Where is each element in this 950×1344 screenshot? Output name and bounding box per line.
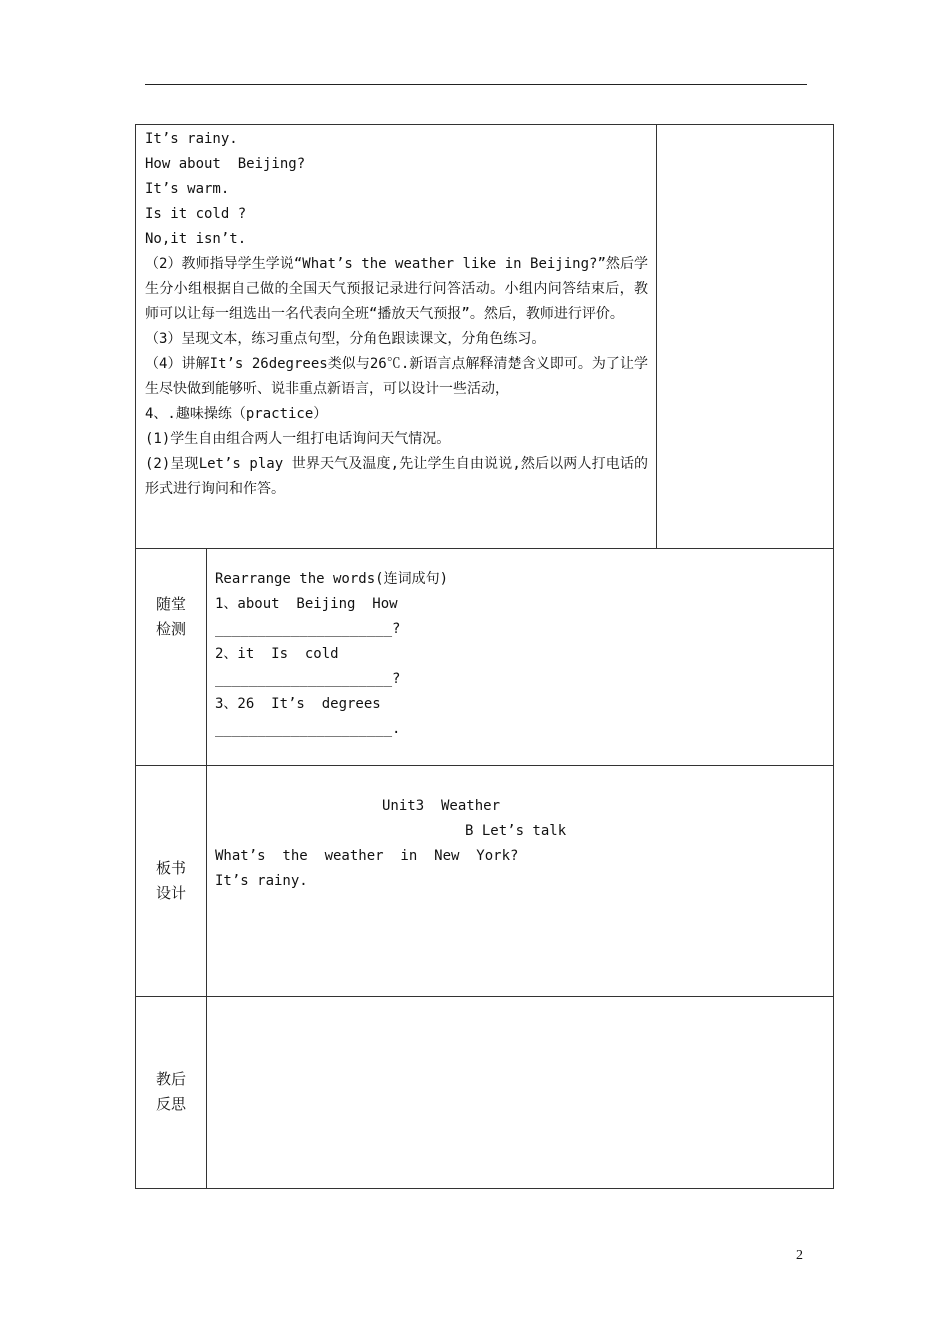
notes-cell	[656, 124, 834, 549]
steps-cell	[135, 124, 657, 549]
label-line: 教后	[155, 1070, 186, 1088]
text-line: How about Beijing?	[145, 156, 306, 172]
quiz-label-cell	[135, 548, 207, 766]
header-rule	[145, 84, 807, 85]
answer-blank[interactable]: _____________________?	[215, 621, 401, 637]
board-unit-title: Unit3 Weather	[382, 798, 501, 814]
text-line: It’s warm.	[145, 181, 230, 197]
page-number: 2	[796, 1248, 803, 1263]
text-line: No,it isn’t.	[145, 231, 247, 247]
board-label	[136, 856, 206, 906]
quiz-content-cell	[206, 548, 834, 766]
label-line: 反思	[155, 1095, 186, 1113]
answer-blank[interactable]: _____________________?	[215, 671, 401, 687]
reflection-label	[136, 1067, 206, 1117]
board-part-title: B Let’s talk	[465, 823, 567, 839]
paragraph: （3）呈现文本，练习重点句型，分角色跟读课文，分角色练习。	[145, 331, 546, 347]
label-line: 设计	[155, 884, 186, 902]
label-line: 随堂	[155, 595, 186, 613]
board-label-cell	[135, 765, 207, 997]
quiz-question: 1、about Beijing How	[215, 596, 398, 612]
board-question: What’s the weather in New York?	[215, 848, 519, 864]
paragraph: （2）教师指导学生学说“What’s the weather like in Beijing?”然后学生分小组根据自己做的全国天气预报记录进行问答活动。小组内问答结束后，教师可以让每一组选出一名代表向全班“播放天气预报”。然后，教师进行评价。	[145, 256, 648, 322]
paragraph: （4）讲解It’s 26degrees类似与26℃.新语言点解释清楚含义即可。为了让学生尽快做到能够听、说非重点新语言，可以设计一些活动，	[145, 356, 648, 397]
answer-blank[interactable]: _____________________.	[215, 721, 401, 737]
label-line: 板书	[155, 859, 186, 877]
label-line: 检测	[155, 620, 186, 638]
reflection-label-cell	[135, 996, 207, 1189]
paragraph: (1)学生自由组合两人一组打电话询问天气情况。	[145, 431, 451, 447]
quiz-title: Rearrange the words(连词成句)	[215, 571, 449, 587]
board-content-cell	[206, 765, 834, 997]
text-line: It’s rainy.	[145, 131, 238, 147]
paragraph: 4、.趣味操练（practice）	[145, 406, 328, 422]
quiz-question: 3、26 It’s degrees	[215, 696, 381, 712]
paragraph: (2)呈现Let’s play 世界天气及温度,先让学生自由说说,然后以两人打电话的形式进行询问和作答。	[145, 456, 648, 497]
steps-content	[145, 127, 648, 502]
text-line: Is it cold ?	[145, 206, 247, 222]
quiz-content	[215, 567, 448, 742]
reflection-content-cell[interactable]	[206, 996, 834, 1189]
board-answer: It’s rainy.	[215, 873, 308, 889]
quiz-question: 2、it Is cold	[215, 646, 339, 662]
quiz-label	[136, 592, 206, 642]
